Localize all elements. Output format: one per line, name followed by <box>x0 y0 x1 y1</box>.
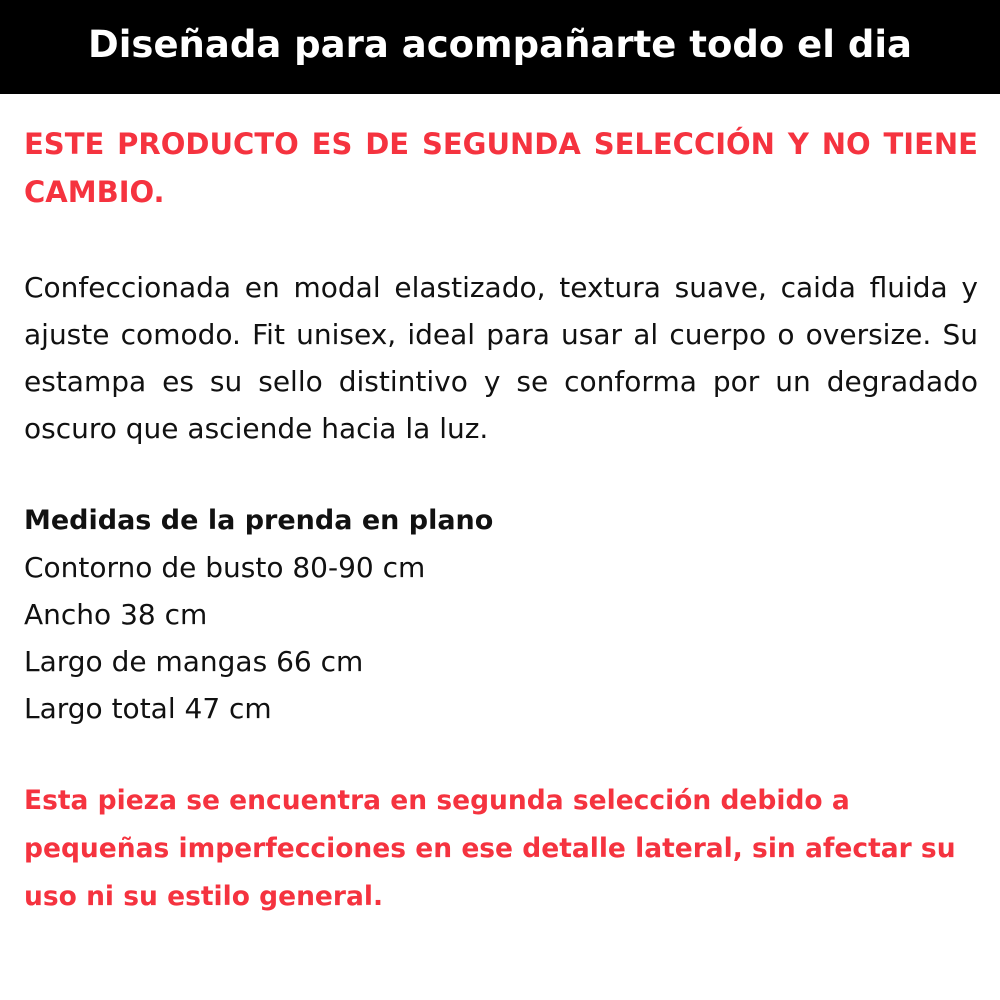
measurements-section <box>24 497 978 732</box>
second-selection-note: Esta pieza se encuentra en segunda selección debido a pequeñas imperfecciones en ese detalle lateral, sin afectar su uso ni su estilo general. <box>24 785 956 912</box>
page-title: Diseñada para acompañarte todo el dia <box>88 22 912 66</box>
product-description: Confeccionada en modal elastizado, textura suave, caida fluida y ajuste comodo. Fit unisex, ideal para usar al cuerpo o oversize. Su estampa es su sello distintivo y se conforma por un degradado oscuro que asciende hacia la luz. <box>24 271 978 445</box>
measurement-width: Ancho 38 cm <box>24 598 208 631</box>
measurement-total-length: Largo total 47 cm <box>24 692 272 725</box>
header-banner <box>0 0 1000 94</box>
no-exchange-warning: ESTE PRODUCTO ES DE SEGUNDA SELECCIÓN Y NO TIENE CAMBIO. <box>24 127 978 209</box>
measurements-title: Medidas de la prenda en plano <box>24 505 494 536</box>
measurement-bust: Contorno de busto 80-90 cm <box>24 551 426 584</box>
content-area <box>24 120 978 921</box>
measurement-sleeve-length: Largo de mangas 66 cm <box>24 645 364 678</box>
